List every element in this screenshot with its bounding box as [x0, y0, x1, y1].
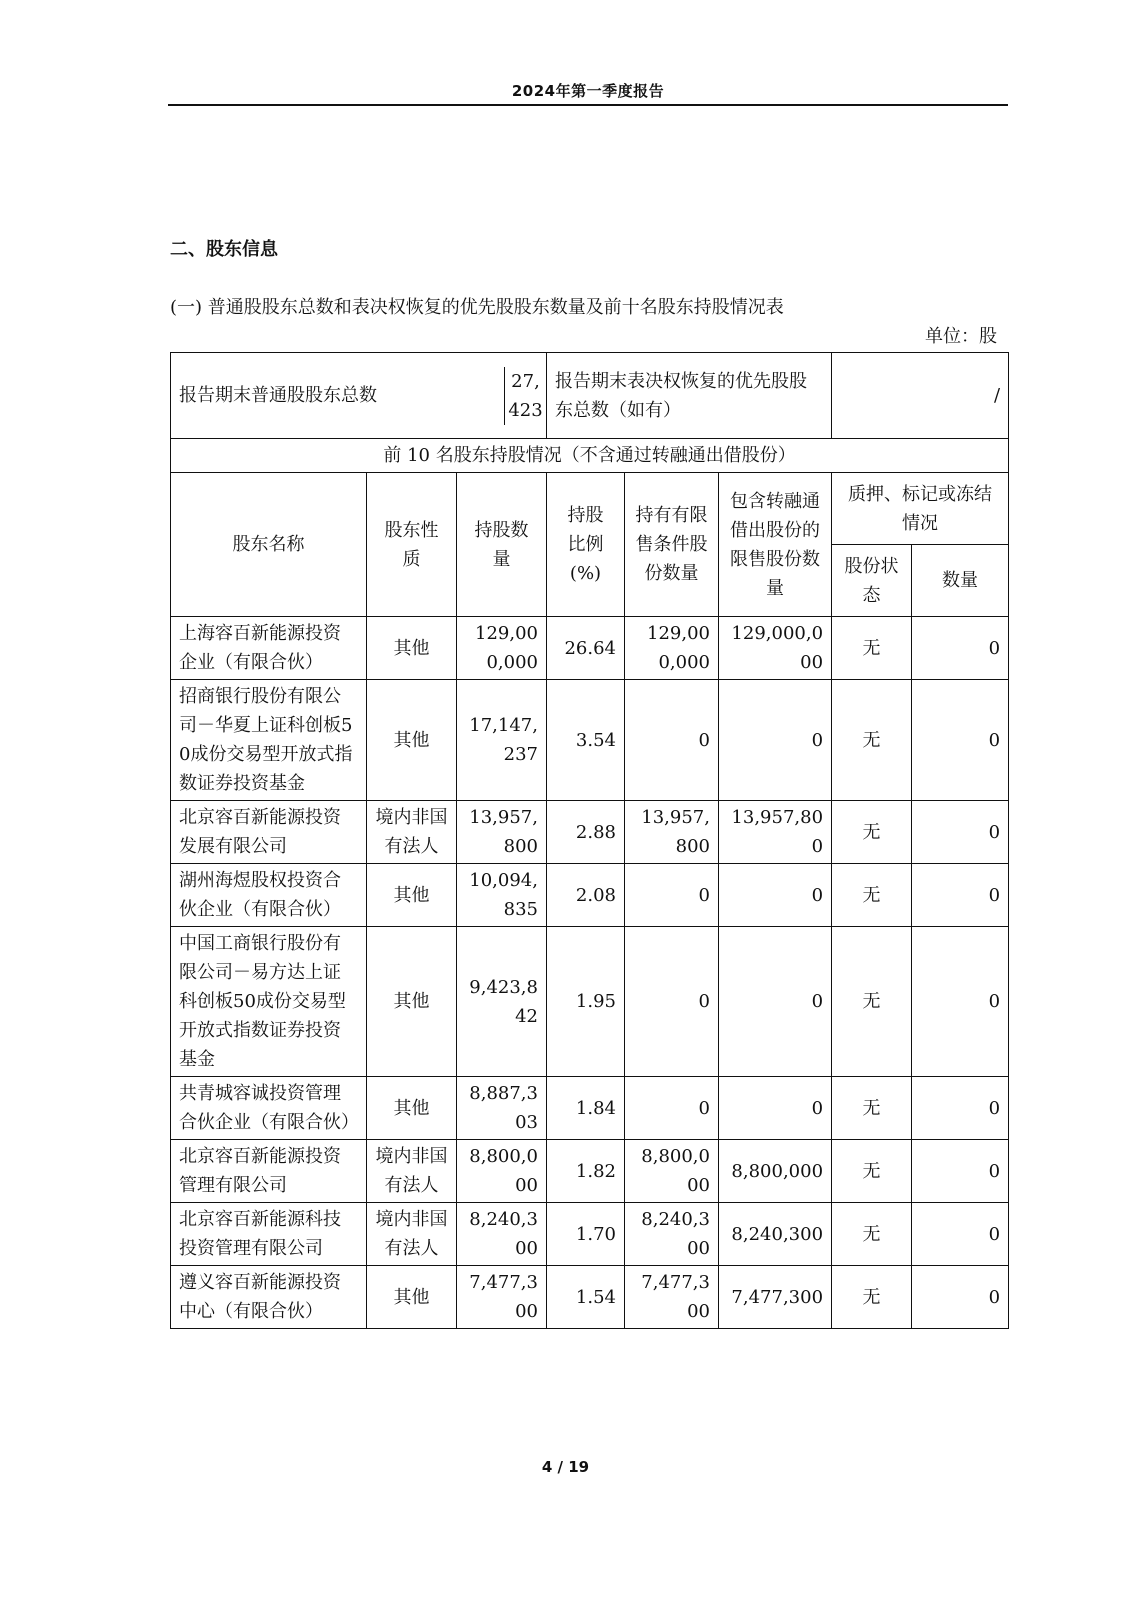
- row-restricted: 8,800,000: [625, 1140, 719, 1203]
- row-nature: 境内非国有法人: [367, 801, 457, 864]
- row-name: 北京容百新能源科技投资管理有限公司: [171, 1203, 367, 1266]
- preferred-holders-label: 报告期末表决权恢复的优先股股东总数（如有）: [547, 353, 832, 439]
- row-ratio: 3.54: [547, 680, 625, 801]
- row-incl-lent: 129,000,000: [719, 617, 832, 680]
- table-row: [171, 801, 1009, 864]
- table-row: [171, 680, 1009, 801]
- row-restricted: 0: [625, 927, 719, 1077]
- row-restricted: 13,957,800: [625, 801, 719, 864]
- row-name: 北京容百新能源投资发展有限公司: [171, 801, 367, 864]
- row-restricted: 0: [625, 680, 719, 801]
- row-pledge-qty: 0: [912, 617, 1009, 680]
- row-pledge-status: 无: [832, 1203, 912, 1266]
- header-row: [171, 473, 1009, 545]
- row-nature: 其他: [367, 864, 457, 927]
- col-header-incl-lent: 包含转融通借出股份的限售股份数量: [719, 473, 832, 617]
- row-ratio: 1.82: [547, 1140, 625, 1203]
- table-row: [171, 927, 1009, 1077]
- row-incl-lent: 0: [719, 864, 832, 927]
- row-pledge-status: 无: [832, 1077, 912, 1140]
- header-rule: [168, 104, 1008, 106]
- row-pledge-status: 无: [832, 617, 912, 680]
- col-header-pledge-qty: 数量: [912, 545, 1009, 617]
- row-nature: 其他: [367, 1266, 457, 1329]
- table-row: [171, 1266, 1009, 1329]
- row-shares: 7,477,300: [457, 1266, 547, 1329]
- row-shares: 9,423,842: [457, 927, 547, 1077]
- row-restricted: 0: [625, 1077, 719, 1140]
- row-restricted: 8,240,300: [625, 1203, 719, 1266]
- row-incl-lent: 8,800,000: [719, 1140, 832, 1203]
- row-nature: 其他: [367, 680, 457, 801]
- shareholder-table: [170, 352, 1009, 1329]
- row-shares: 8,800,000: [457, 1140, 547, 1203]
- table-row: [171, 864, 1009, 927]
- row-shares: 10,094,835: [457, 864, 547, 927]
- common-holders-label: 报告期末普通股股东总数: [179, 385, 377, 406]
- row-incl-lent: 0: [719, 680, 832, 801]
- row-incl-lent: 13,957,800: [719, 801, 832, 864]
- row-pledge-qty: 0: [912, 801, 1009, 864]
- summary-row: [171, 353, 1009, 439]
- row-incl-lent: 8,240,300: [719, 1203, 832, 1266]
- col-header-nature: 股东性质: [367, 473, 457, 617]
- row-shares: 8,240,300: [457, 1203, 547, 1266]
- row-name: 上海容百新能源投资企业（有限合伙）: [171, 617, 367, 680]
- table-row: [171, 1203, 1009, 1266]
- row-nature: 境内非国有法人: [367, 1203, 457, 1266]
- col-header-restricted: 持有有限售条件股份数量: [625, 473, 719, 617]
- row-name: 招商银行股份有限公司－华夏上证科创板50成份交易型开放式指数证券投资基金: [171, 680, 367, 801]
- row-pledge-qty: 0: [912, 680, 1009, 801]
- row-pledge-status: 无: [832, 927, 912, 1077]
- row-pledge-status: 无: [832, 680, 912, 801]
- row-pledge-qty: 0: [912, 1266, 1009, 1329]
- row-name: 北京容百新能源投资管理有限公司: [171, 1140, 367, 1203]
- row-pledge-status: 无: [832, 1140, 912, 1203]
- row-name: 湖州海煜股权投资合伙企业（有限合伙）: [171, 864, 367, 927]
- row-ratio: 1.54: [547, 1266, 625, 1329]
- row-pledge-qty: 0: [912, 864, 1009, 927]
- row-pledge-qty: 0: [912, 1077, 1009, 1140]
- row-shares: 13,957,800: [457, 801, 547, 864]
- table-row: [171, 1140, 1009, 1203]
- preferred-holders-value: /: [832, 353, 1009, 439]
- table-row: [171, 1077, 1009, 1140]
- running-header: 2024年第一季度报告: [511, 82, 665, 100]
- common-holders-value: 27,423: [504, 367, 546, 425]
- row-incl-lent: 0: [719, 927, 832, 1077]
- col-header-ratio: 持股比例(%): [547, 473, 625, 617]
- row-nature: 其他: [367, 1077, 457, 1140]
- top10-caption: 前 10 名股东持股情况（不含通过转融通出借股份）: [171, 439, 1009, 473]
- common-holders-cell: [171, 353, 547, 439]
- row-shares: 17,147,237: [457, 680, 547, 801]
- row-pledge-status: 无: [832, 1266, 912, 1329]
- row-shares: 129,000,000: [457, 617, 547, 680]
- row-restricted: 7,477,300: [625, 1266, 719, 1329]
- unit-label: 单位：股: [925, 326, 997, 347]
- col-header-pledge-group: 质押、标记或冻结情况: [832, 473, 1009, 545]
- col-header-shares: 持股数量: [457, 473, 547, 617]
- row-ratio: 2.88: [547, 801, 625, 864]
- subsection-title: (一) 普通股股东总数和表决权恢复的优先股股东数量及前十名股东持股情况表: [170, 297, 784, 318]
- row-incl-lent: 0: [719, 1077, 832, 1140]
- top10-caption-row: [171, 439, 1009, 473]
- row-name: 共青城容诚投资管理合伙企业（有限合伙）: [171, 1077, 367, 1140]
- col-header-pledge-status: 股份状态: [832, 545, 912, 617]
- row-pledge-qty: 0: [912, 1140, 1009, 1203]
- row-restricted: 0: [625, 864, 719, 927]
- page-number: 4 / 19: [541, 1458, 590, 1476]
- row-name: 遵义容百新能源投资中心（有限合伙）: [171, 1266, 367, 1329]
- row-restricted: 129,000,000: [625, 617, 719, 680]
- row-pledge-qty: 0: [912, 1203, 1009, 1266]
- row-ratio: 1.95: [547, 927, 625, 1077]
- row-nature: 境内非国有法人: [367, 1140, 457, 1203]
- row-shares: 8,887,303: [457, 1077, 547, 1140]
- table-row: [171, 617, 1009, 680]
- row-ratio: 26.64: [547, 617, 625, 680]
- row-pledge-status: 无: [832, 864, 912, 927]
- row-name: 中国工商银行股份有限公司－易方达上证科创板50成份交易型开放式指数证券投资基金: [171, 927, 367, 1077]
- row-ratio: 1.84: [547, 1077, 625, 1140]
- row-nature: 其他: [367, 617, 457, 680]
- row-incl-lent: 7,477,300: [719, 1266, 832, 1329]
- row-ratio: 2.08: [547, 864, 625, 927]
- row-ratio: 1.70: [547, 1203, 625, 1266]
- col-header-name: 股东名称: [171, 473, 367, 617]
- row-pledge-qty: 0: [912, 927, 1009, 1077]
- section-title: 二、股东信息: [170, 239, 278, 260]
- row-pledge-status: 无: [832, 801, 912, 864]
- shareholder-rows: [171, 617, 1009, 1329]
- row-nature: 其他: [367, 927, 457, 1077]
